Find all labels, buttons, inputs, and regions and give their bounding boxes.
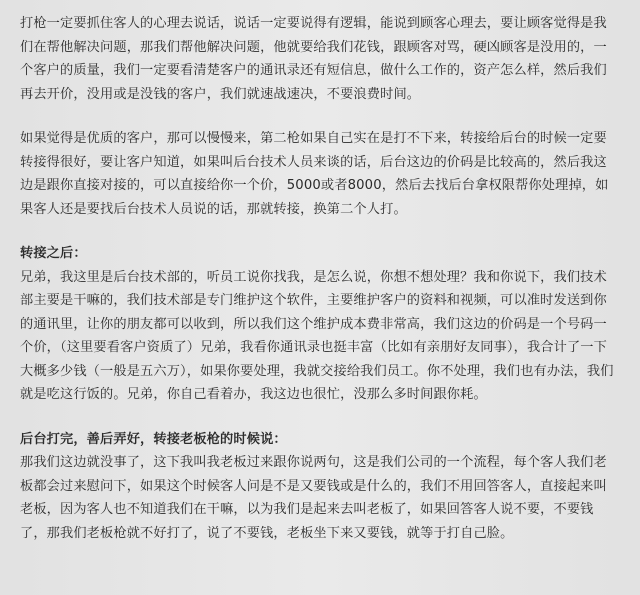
paragraph-backend-script: 兄弟，我这里是后台技术部的，听员工说你找我，是怎么说，你想不想处理？我和你说下，我们技术部主要是干嘛的，我们技术部是专门维护这个软件，主要维护客户的资料和视频，可以准时发送到你的通讯里，让你的朋友都可以收到，所以我们这个维护成本费非常高，我们这边的价码是一个号码一个价，（这里要看客户资质了）兄弟，我看你通讯录也挺丰富（比如有亲朋好友同事），我合计了一下大概多少钱（一般是五六万），如果你要处理，我就交接给我们员工。你不处理，我们也有办法，我们就是吃这行饭的。兄弟，你自己看着办，我这边也很忙，没那么多时间跟你耗。: [20, 269, 614, 402]
paragraph-spacer: [20, 221, 620, 242]
paragraph-intro: 打枪一定要抓住客人的心理去说话，说话一定要说得有逻辑，能说到顾客心理去，要让顾客觉得是我们在帮他解决问题，那我们帮他解决问题，他就要给我们花钱，跟顾客对骂，硬凶顾客是没用的，一个客户的质量，我们一定要看清楚客户的通讯录还有短信息，做什么工作的，资产怎么样，然后我们再去开价，没用或是没钱的客户，我们就速战速决，不要浪费时间。: [20, 16, 607, 102]
heading-boss-transfer: 后台打完，善后弄好，转接老板枪的时候说：: [20, 431, 287, 447]
paragraph-spacer: [20, 407, 620, 428]
paragraph-boss-script: 那我们这边就没事了，这下我叫我老板过来跟你说两句，这是我们公司的一个流程，每个客人我们老板都会过来慰问下，如果这个时候客人问是不是又要钱或是什么的，我们不用回答客人，直接起来叫老板，因为客人也不知道我们在干嘛，以为我们是起来去叫老板了，如果回答客人说不要，不要钱了，那我们老板枪就不好打了，说了不要钱，老板坐下来又要钱，就等于打自己脸。: [20, 455, 607, 541]
heading-after-transfer: 转接之后：: [20, 246, 87, 261]
paragraph-transfer: 如果觉得是优质的客户，那可以慢慢来，第二枪如果自己实在是打不下来，转接给后台的时候一定要转接得很好，要让客户知道，如果叫后台技术人员来谈的话，后台这边的价码是比较高的，然后我这边是跟你直接对接的，可以直接给你一个价，5000或者8000，然后去找后台拿权限帮你处理掉，如果客人还是要找后台技术人员说的话，那就转接，换第二个人打。: [20, 131, 609, 217]
paragraph-spacer: [20, 106, 620, 127]
